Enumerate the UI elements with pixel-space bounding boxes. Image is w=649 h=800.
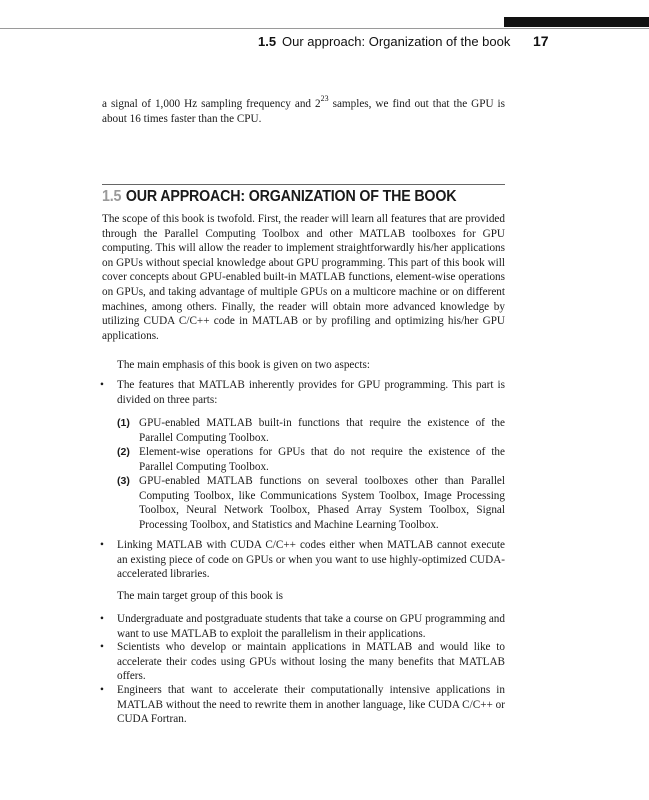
header-rule — [0, 28, 649, 29]
bullet-dot: • — [100, 641, 104, 653]
target-group-intro: The main target group of this book is — [117, 590, 284, 602]
intro-text-before: a signal of 1,000 Hz sampling frequency and 2 — [102, 98, 321, 110]
emphasis-paragraph: The main emphasis of this book is given on two aspects: — [117, 359, 370, 371]
section-heading — [102, 188, 473, 206]
section-title: OUR APPROACH: ORGANIZATION OF THE BOOK — [125, 188, 457, 205]
bullet-dot: • — [100, 613, 104, 625]
running-head — [100, 33, 550, 53]
bullet-dot: • — [100, 539, 104, 551]
part-item — [117, 416, 505, 445]
part-label: (1) — [117, 417, 130, 429]
target-item — [100, 612, 505, 641]
header-black-bar — [504, 17, 649, 27]
section-rule — [102, 184, 505, 185]
aspect-text: The features that MATLAB inherently provides for GPU programming. This part is divided on three parts: — [117, 379, 505, 406]
target-text: Undergraduate and postgraduate students that take a course on GPU programming and want to use MATLAB to exploit the parallelism in their applications. — [117, 613, 505, 640]
target-text: Scientists who develop or maintain applications in MATLAB and would like to accelerate their codes using GPUs without losing the many benefits that MATLAB offers. — [117, 641, 505, 683]
part-label: (2) — [117, 446, 130, 458]
part-label: (3) — [117, 475, 130, 487]
target-item — [100, 683, 505, 727]
bullet-dot: • — [100, 379, 104, 391]
intro-paragraph — [102, 94, 505, 126]
target-text: Engineers that want to accelerate their computationally intensive applications in MATLAB without the need to rewrite them in another language, like CUDA C/C++ or CUDA Fortran. — [117, 684, 505, 726]
running-head-title: Our approach: Organization of the book — [282, 34, 511, 49]
part-item — [117, 445, 505, 474]
scope-paragraph: The scope of this book is twofold. First, the reader will learn all features that are provided through the Parallel Computing Toolbox and other MATLAB toolboxes for GPU computing. This will allow the reader to implement straightforwardly his/her applications on GPUs without special knowledge about GPU programming. This part of this book will cover concepts about GPU-enabled built-in MATLAB functions, element-wise operations on GPUs, and taking advantage of multiple GPUs on a multicore machine or on different machines, among others. Finally, the reader will obtain more advanced knowledge by utilizing CUDA C/C++ code in MATLAB or by profiling and optimizing his/her GPU applications. — [102, 213, 505, 342]
aspect-text: Linking MATLAB with CUDA C/C++ codes either when MATLAB cannot execute an existing piece of code on GPUs or when you want to use highly-optimized CUDA-accelerated libraries. — [117, 539, 505, 581]
aspect-item — [100, 538, 505, 582]
section-number: 1.5 — [102, 188, 122, 205]
part-text: Element-wise operations for GPUs that do not require the existence of the Parallel Computing Toolbox. — [139, 446, 505, 473]
aspect-item — [100, 378, 505, 407]
target-item — [100, 640, 505, 684]
intro-superscript: 23 — [320, 94, 329, 104]
page-number: 17 — [533, 33, 549, 49]
part-item — [117, 474, 505, 532]
part-text: GPU-enabled MATLAB functions on several toolboxes other than Parallel Computing Toolbox, like Communications System Toolbox, Image Processing Toolbox, Neural Network Toolbox, Phased Array System Toolbox, Signal Processing Toolbox, and Statistics and Machine Learning Toolbox. — [139, 475, 505, 531]
running-head-section-number: 1.5 — [258, 34, 277, 49]
intro-text-after: samples, we find out that the GPU is about 16 times faster than the CPU. — [102, 98, 505, 125]
part-text: GPU-enabled MATLAB built-in functions that require the existence of the Parallel Computing Toolbox. — [139, 417, 505, 444]
bullet-dot: • — [100, 684, 104, 696]
